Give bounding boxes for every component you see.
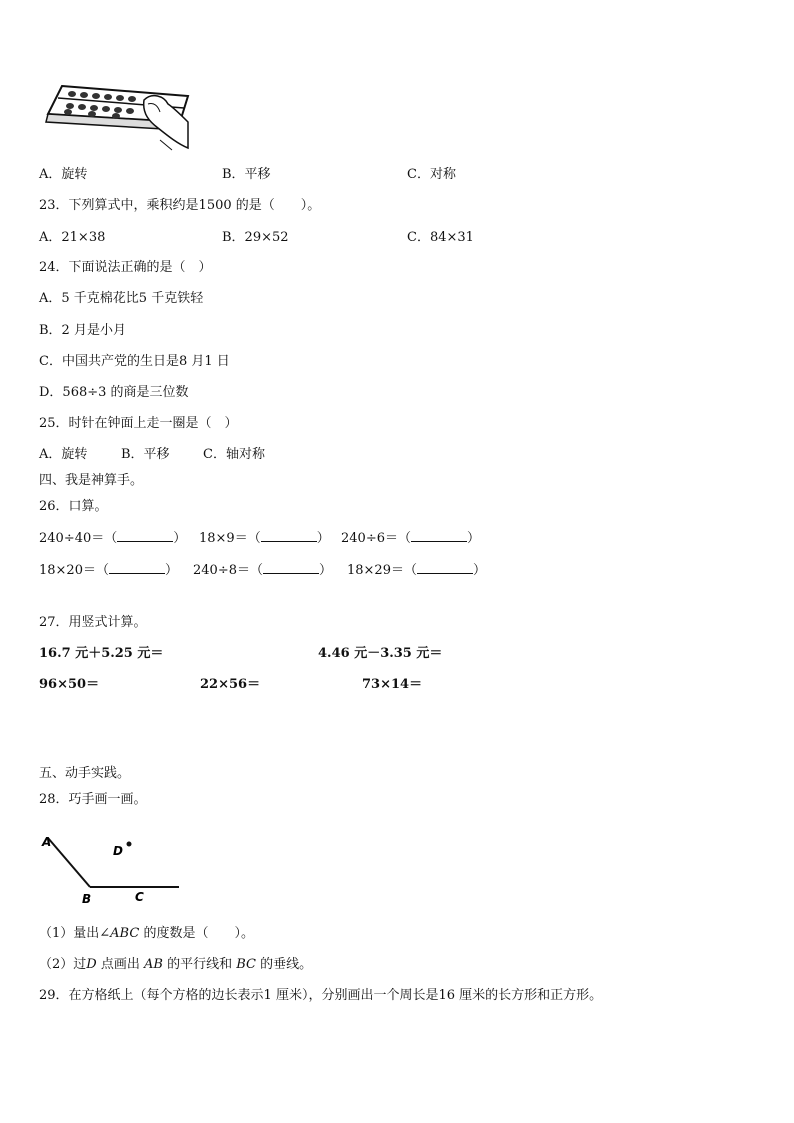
q26-item [39, 562, 178, 579]
angle-abc-figure [38, 828, 188, 906]
section-4-title: 四、我是神算手。 [39, 473, 144, 488]
paren-open: （ [104, 531, 118, 546]
paren-close: ） [467, 531, 481, 546]
q26-expression: 18×9＝ [199, 531, 248, 546]
q28-sub2-text: 点画出 [96, 957, 144, 972]
q27-stem: 27．用竖式计算。 [39, 615, 147, 630]
abacus-hand-illustration [40, 82, 190, 154]
q28-sub2-text-end: 的垂线。 [255, 957, 313, 972]
paren-open: （ [403, 563, 417, 578]
q26-item [199, 530, 330, 547]
paren-open: （ [247, 531, 261, 546]
q26-expression: 18×20＝ [39, 563, 96, 578]
q28-sub2-text: （2）过 [39, 957, 87, 972]
answer-blank[interactable] [261, 530, 317, 542]
q28-sub1 [39, 926, 254, 942]
point-d-math: D [86, 957, 97, 972]
q26-stem: 26．口算。 [39, 499, 108, 514]
paren-open: （ [249, 563, 263, 578]
label-a: A [42, 835, 52, 849]
q27-expression: 22×56＝ [200, 677, 261, 692]
paren-open: （ [397, 531, 411, 546]
q22-option-a: A．旋转 [39, 167, 88, 182]
q23-option-a: A．21×38 [39, 230, 106, 245]
q26-expression: 18×29＝ [347, 563, 404, 578]
paren-close: ） [173, 531, 187, 546]
q24-option-b: B．2 月是小月 [39, 323, 126, 338]
point-d [127, 842, 132, 847]
label-c: C [135, 890, 144, 904]
q24-option-d: D．568÷3 的商是三位数 [39, 385, 189, 400]
q28-sub2-text: 的平行线和 [162, 957, 237, 972]
q26-expression: 240÷8＝ [193, 563, 250, 578]
paren-open: （ [95, 563, 109, 578]
angle-abc-math: ∠ABC [99, 926, 140, 941]
q24-option-a: A．5 千克棉花比5 千克铁轻 [39, 291, 204, 306]
q26-item [39, 530, 186, 547]
q26-item [347, 562, 486, 579]
q26-item [341, 530, 480, 547]
q25-option-a: A．旋转 [39, 447, 88, 462]
q23-option-b: B．29×52 [222, 230, 289, 245]
q24-stem: 24．下面说法正确的是（ ） [39, 260, 212, 275]
answer-blank[interactable] [109, 562, 165, 574]
q27-expression: 96×50＝ [39, 677, 100, 692]
paren-close: ） [319, 563, 333, 578]
paren-close: ） [316, 531, 330, 546]
q22-option-b: B．平移 [222, 167, 271, 182]
q27-expression: 16.7 元＋5.25 元＝ [39, 646, 164, 661]
q28-sub1-text: （1）量出 [39, 926, 100, 941]
q29-stem: 29．在方格纸上（每个方格的边长表示1 厘米），分别画出一个周长是16 厘米的长方形和正方形。 [39, 988, 603, 1003]
q25-option-c: C．轴对称 [203, 447, 265, 462]
label-d: D [113, 844, 123, 858]
q28-sub1-text-end: 的度数是（ ）。 [139, 926, 254, 941]
line-ab-math: AB [143, 957, 163, 972]
line-bc-math: BC [236, 957, 256, 972]
q28-sub2 [39, 957, 312, 973]
answer-blank[interactable] [417, 562, 473, 574]
section-5-title: 五、动手实践。 [39, 766, 131, 781]
ray-ba [48, 838, 90, 887]
q26-item [193, 562, 332, 579]
paren-close: ） [165, 563, 179, 578]
paren-close: ） [473, 563, 487, 578]
q23-option-c: C．84×31 [407, 230, 474, 245]
q22-option-c: C．对称 [407, 167, 456, 182]
label-b: B [82, 892, 92, 906]
q26-expression: 240÷6＝ [341, 531, 398, 546]
q26-expression: 240÷40＝ [39, 531, 105, 546]
answer-blank[interactable] [263, 562, 319, 574]
answer-blank[interactable] [411, 530, 467, 542]
q27-expression: 73×14＝ [362, 677, 423, 692]
answer-blank[interactable] [117, 530, 173, 542]
q25-option-b: B．平移 [121, 447, 170, 462]
q24-option-c: C．中国共产党的生日是8 月1 日 [39, 354, 230, 369]
q28-stem: 28．巧手画一画。 [39, 792, 147, 807]
q27-expression: 4.46 元－3.35 元＝ [318, 646, 443, 661]
q25-stem: 25．时针在钟面上走一圈是（ ） [39, 416, 238, 431]
q23-stem: 23．下列算式中，乘积约是1500 的是（ ）。 [39, 198, 321, 213]
